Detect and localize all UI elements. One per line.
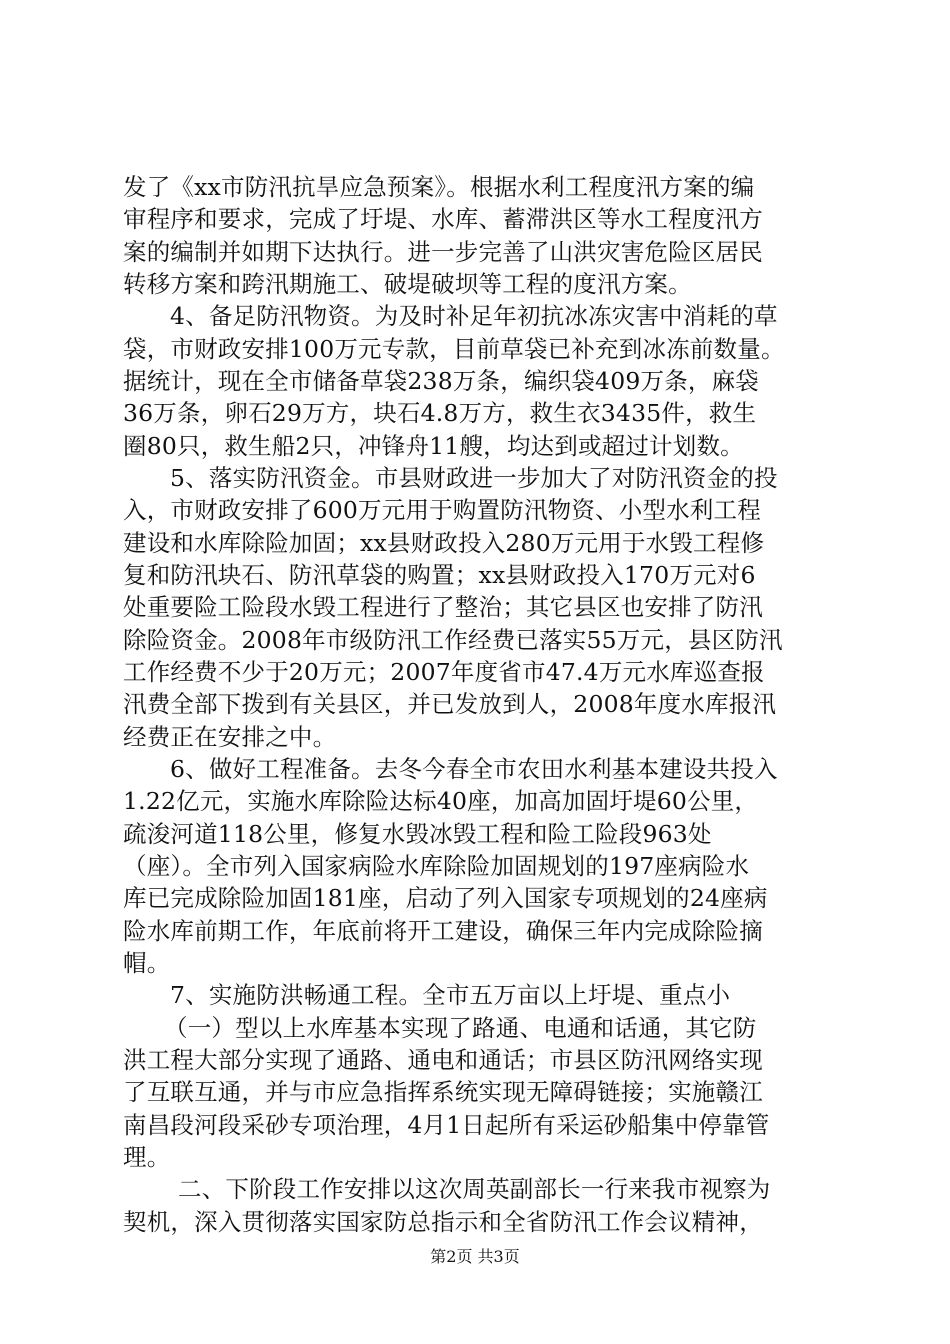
text-line: 南昌段河段采砂专项治理，4月1日起所有采运砂船集中停靠管 bbox=[123, 1111, 770, 1139]
text-line: 洪工程大部分实现了通路、通电和通话；市县区防汛网络实现 bbox=[123, 1046, 763, 1074]
text-line: 契机，深入贯彻落实国家防总指示和全省防汛工作会议精神， bbox=[123, 1208, 763, 1236]
text-line: 建设和水库除险加固；xx县财政投入280万元用于水毁工程修 bbox=[123, 529, 765, 557]
text-line: 袋，市财政安排100万元专款，目前草袋已补充到冰冻前数量。 bbox=[123, 335, 785, 363]
text-line: 二、下阶段工作安排以这次周英副部长一行来我市视察为 bbox=[178, 1175, 771, 1203]
text-line: 疏浚河道118公里，修复水毁冰毁工程和险工险段963处 bbox=[123, 820, 712, 848]
text-line: 除险资金。2008年市级防汛工作经费已落实55万元，县区防汛 bbox=[123, 626, 783, 654]
text-line: 汛费全部下拨到有关县区，并已发放到人，2008年度水库报汛 bbox=[123, 690, 777, 718]
text-line: 6、做好工程准备。去冬今春全市农田水利基本建设共投入 bbox=[170, 755, 778, 783]
text-line: 7、实施防洪畅通工程。全市五万亩以上圩堤、重点小 bbox=[170, 981, 731, 1009]
text-line: 入，市财政安排了600万元用于购置防汛物资、小型水利工程 bbox=[123, 496, 761, 524]
text-line: 理。 bbox=[123, 1143, 171, 1171]
text-line: 经费正在安排之中。 bbox=[123, 723, 337, 751]
text-line: 帽。 bbox=[123, 949, 171, 977]
text-line: 圈80只，救生船2只，冲锋舟11艘，均达到或超过计划数。 bbox=[123, 432, 744, 460]
text-line: 1.22亿元，实施水库除险达标40座，加高加固圩堤60公里， bbox=[123, 787, 759, 815]
text-line: 4、备足防汛物资。为及时补足年初抗冰冻灾害中消耗的草 bbox=[170, 302, 778, 330]
text-line: 了互联互通，并与市应急指挥系统实现无障碍链接；实施赣江 bbox=[123, 1078, 763, 1106]
text-line: 工作经费不少于20万元；2007年度省市47.4万元水库巡查报 bbox=[123, 658, 765, 686]
text-line: 5、落实防汛资金。市县财政进一步加大了对防汛资金的投 bbox=[170, 464, 778, 492]
text-line: 案的编制并如期下达执行。进一步完善了山洪灾害危险区居民 bbox=[123, 238, 763, 266]
text-line: 险水库前期工作，年底前将开工建设，确保三年内完成除险摘 bbox=[123, 917, 763, 945]
text-line: 发了《xx市防汛抗旱应急预案》。根据水利工程度汛方案的编 bbox=[123, 173, 755, 201]
text-line: 36万条，卵石29万方，块石4.8万方，救生衣3435件，救生 bbox=[123, 399, 757, 427]
page-number-footer: 第2页 共3页 bbox=[430, 1247, 520, 1266]
text-line: 审程序和要求，完成了圩堤、水库、蓄滞洪区等水工程度汛方 bbox=[123, 205, 763, 233]
text-line: 转移方案和跨汛期施工、破堤破坝等工程的度汛方案。 bbox=[123, 270, 692, 298]
text-line: （一）型以上水库基本实现了路通、电通和话通，其它防 bbox=[164, 1014, 757, 1042]
text-line: 复和防汛块石、防汛草袋的购置；xx县财政投入170万元对6 bbox=[123, 561, 756, 589]
text-line: 处重要险工险段水毁工程进行了整治；其它县区也安排了防汛 bbox=[123, 593, 763, 621]
text-line: （座）。全市列入国家病险水库除险加固规划的197座病险水 bbox=[123, 852, 750, 880]
text-line: 据统计，现在全市储备草袋238万条，编织袋409万条，麻袋 bbox=[123, 367, 760, 395]
text-line: 库已完成除险加固181座，启动了列入国家专项规划的24座病 bbox=[123, 884, 768, 912]
